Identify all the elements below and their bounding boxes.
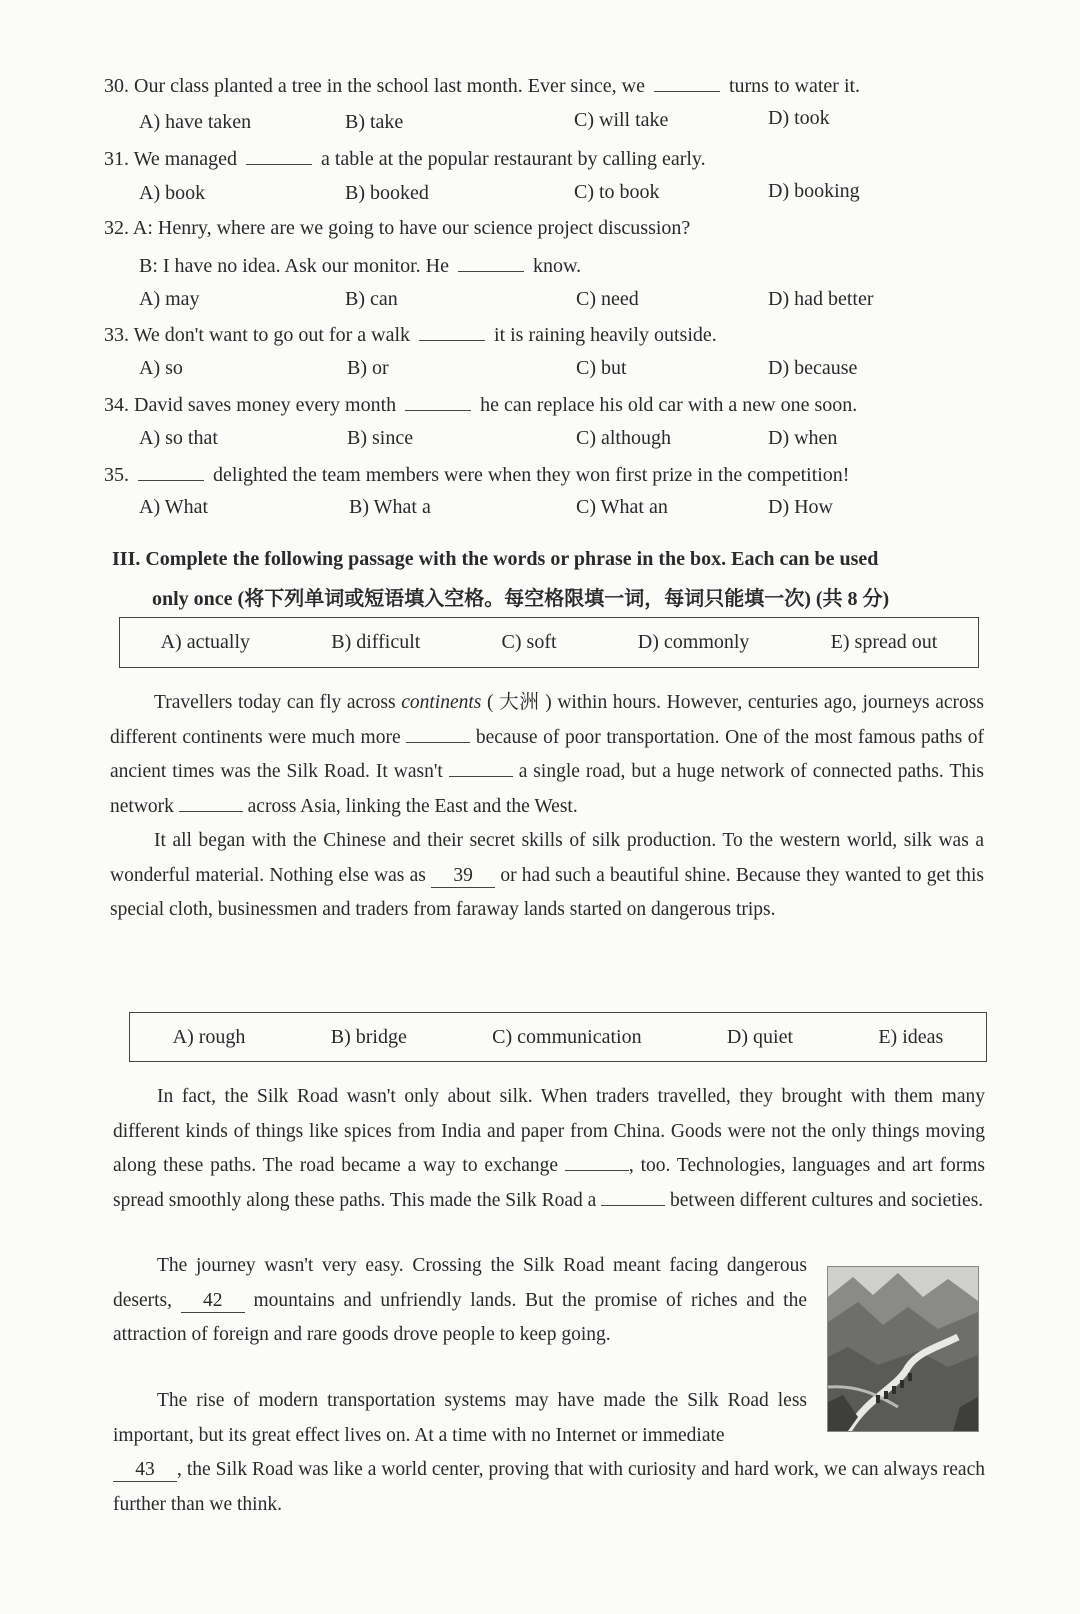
text: between different cultures and societies. [670,1189,984,1211]
question-35 [104,462,849,487]
option-b: B) What a [349,496,431,518]
passage-blank-39[interactable]: 39 [431,865,495,888]
question-32-dialog [139,253,581,278]
passage-blank-40[interactable] [565,1170,629,1171]
word-option: D) commonly [637,631,750,653]
option-b: B) can [345,288,398,310]
word-option: A) rough [172,1025,246,1048]
text: , the Silk Road was like a world center, proving that with curiosity and hard work, we can always reach further than we think. [113,1459,985,1515]
word-option: E) spread out [830,631,938,653]
option-c: C) to book [574,181,660,203]
question-stem-end: it is raining heavily outside. [494,324,717,346]
passage-blank-37[interactable] [449,776,513,777]
option-a: A) may [139,288,200,310]
question-34 [104,392,857,417]
paragraph-1 [110,686,984,824]
text: The rise of modern transportation systems may have made the Silk Road less important, but its great effect lives on. At a time with no Internet or immediate [113,1390,807,1446]
option-d: D) had better [768,288,874,310]
paragraph-5 [113,1384,807,1453]
option-a: A) book [139,182,206,204]
option-d: D) took [768,107,830,129]
passage-blank-36[interactable] [406,742,470,743]
section-heading: III. Complete the following passage with the words or phrase in the box. Each can be used [112,548,879,570]
option-d: D) How [768,496,833,518]
word-box-2 [129,1012,987,1062]
question-stem: 34. David saves money every month [104,394,397,416]
question-stem: 33. We don't want to go out for a walk [104,324,411,346]
text: The journey wasn't very easy. Crossing the Silk Road meant facing dangerous deserts, [113,1255,807,1311]
question-31 [104,146,706,171]
paragraph-2 [110,824,984,928]
word-box-1 [119,617,979,668]
passage-blank-43[interactable]: 43 [113,1459,177,1482]
word-option: B) bridge [330,1025,407,1048]
word-option: C) communication [492,1025,642,1048]
option-c: C) although [576,427,671,449]
option-b: B) or [347,357,389,379]
answer-blank[interactable] [458,253,524,272]
passage-blank-42[interactable]: 42 [181,1290,245,1313]
question-stem: 30. Our class planted a tree in the school last month. Ever since, we [104,75,645,97]
option-a: A) have taken [139,111,252,133]
option-c: C) but [576,357,627,379]
option-b: B) take [345,111,404,133]
text: across Asia, linking the East and the West. [247,795,578,817]
dialog-text: B: I have no idea. Ask our monitor. He [139,255,449,277]
option-a: A) so that [139,427,218,449]
answer-blank[interactable] [419,322,485,341]
passage-part-3 [113,1249,807,1353]
text: because of poor transportation. One of the most famous paths of ancient times was the Silk Road. It wasn't [110,726,985,782]
passage-blank-41[interactable] [601,1205,665,1206]
word-option: D) quiet [726,1025,794,1048]
paragraph-4 [113,1249,807,1353]
answer-blank[interactable] [138,462,204,481]
option-b: B) booked [345,182,429,204]
word-option: C) soft [501,631,557,653]
question-stem: 32. A: Henry, where are we going to have our science project discussion? [104,217,691,239]
text: In fact, the Silk Road wasn't only about silk. When traders travelled, they brought with them many different kinds of things like spices from India and paper from China. Goods were not the only things moving along these paths. The road became a way to exchange [113,1086,985,1176]
option-d: D) booking [768,180,860,202]
dialog-text-end: know. [532,255,582,277]
word-option: B) difficult [331,631,421,653]
paragraph-3 [113,1080,985,1218]
question-30 [104,73,860,98]
section-heading-line2: only once (将下列单词或短语填入空格。每空格限填一词，每词只能填一次) (共 8 分) [152,588,890,610]
italic-text: continents [401,692,482,713]
question-stem-end: a table at the popular restaurant by calling early. [320,148,706,170]
question-stem: 31. We managed [104,148,237,170]
question-33 [104,322,717,347]
paragraph-5-end [113,1453,985,1522]
text: It all began with the Chinese and their secret skills of silk production. To the western world, silk was a wonderful material. Nothing else was as [110,830,984,886]
text: ( 大洲 ) within hours. However, centuries ago, journeys across different continents were much more [110,692,984,748]
answer-blank[interactable] [654,73,720,92]
option-a: A) What [139,496,209,518]
answer-blank[interactable] [405,392,471,411]
option-d: D) when [768,427,838,449]
question-32 [104,217,690,240]
option-d: D) because [768,357,858,379]
question-stem-end: he can replace his old car with a new one soon. [480,394,858,416]
option-b: B) since [347,427,414,449]
option-c: C) What an [576,496,668,518]
word-option: E) ideas [878,1025,944,1048]
silk-road-illustration [827,1266,979,1432]
passage-part-2 [113,1080,985,1218]
question-stem-end: delighted the team members were when they won first prize in the competition! [213,464,850,486]
question-stem: 35. [104,464,129,486]
answer-blank[interactable] [246,146,312,165]
text: or had such a beautiful shine. Because they wanted to get this special cloth, businessmen and traders from faraway lands started on dangerous trips. [110,864,985,920]
option-a: A) so [139,357,183,379]
option-c: C) need [576,288,639,310]
mountain-caravan-image [828,1267,978,1431]
option-c: C) will take [574,109,669,131]
passage-part-1 [110,686,984,928]
text: mountains and unfriendly lands. But the promise of riches and the attraction of foreign and rare goods drove people to keep going. [113,1289,808,1345]
text: , too. Technologies, languages and art forms spread smoothly along these paths. This made the Silk Road a [113,1155,985,1211]
text: a single road, but a huge network of connected paths. This network [110,761,985,817]
question-stem-end: turns to water it. [728,75,861,97]
word-option: A) actually [160,631,251,653]
passage-blank-38[interactable] [179,811,243,812]
text: Travellers today can fly across [154,692,396,713]
